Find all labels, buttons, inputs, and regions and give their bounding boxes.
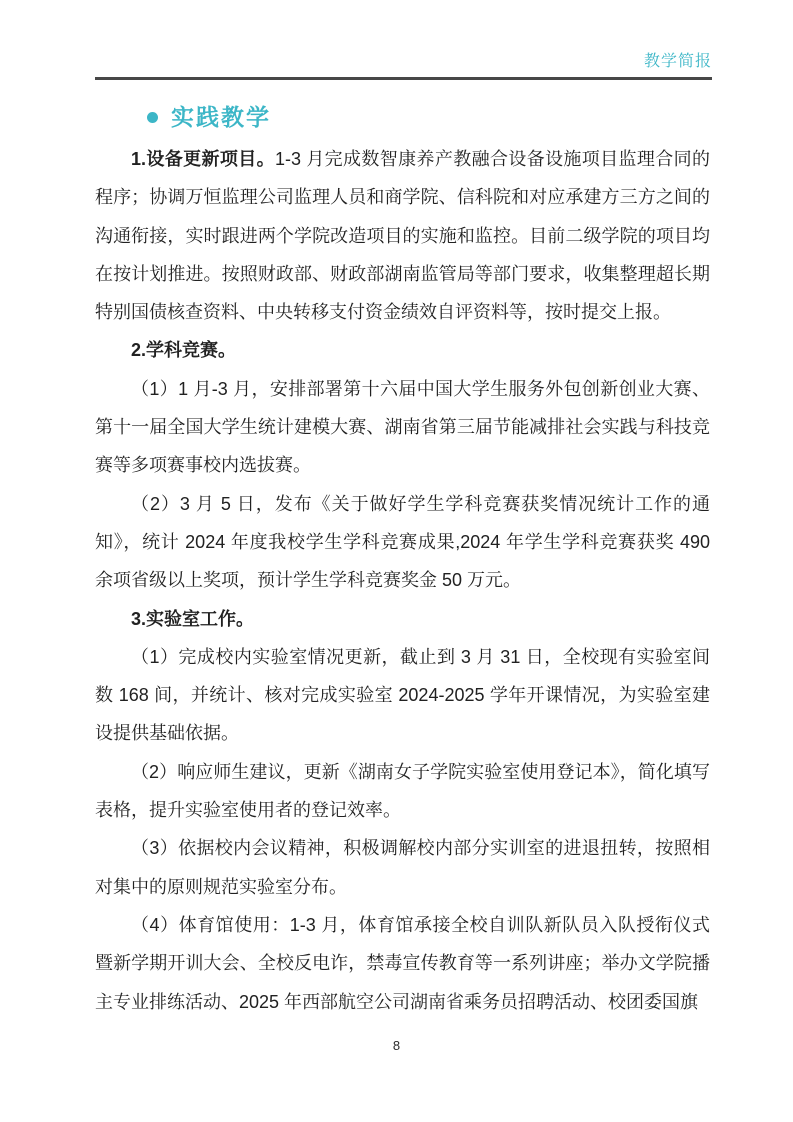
page-header — [95, 0, 712, 80]
paragraph-text: 1-3 月完成数智康养产教融合设备设施项目监理合同的程序；协调万恒监理公司监理人员和商学院、信科院和对应承建方三方之间的沟通衔接，实时跟进两个学院改造项目的实施和监控。目前二级学院的项目均在按计划推进。按照财政部、财政部湖南监管局等部门要求，收集整理超长期特别国债核查资料、中央转移支付资金绩效自评资料等，按时提交上报。 — [95, 149, 710, 323]
header-rule — [95, 77, 712, 80]
header-title: 教学简报 — [643, 53, 712, 70]
paragraph-lab-item-2 — [95, 753, 710, 830]
document-body — [95, 140, 710, 1021]
paragraph-lab-item-1 — [95, 638, 710, 753]
paragraph-text: （2）响应师生建议，更新《湖南女子学院实验室使用登记本》，简化填写表格，提升实验室使用者的登记效率。 — [95, 761, 710, 821]
paragraph-text: （1）1 月-3 月，安排部署第十六届中国大学生服务外包创新创业大赛、第十一届全国大学生统计建模大赛、湖南省第三届节能减排社会实践与科技竞赛等多项赛事校内选拔赛。 — [95, 378, 710, 476]
paragraph-lab-item-3 — [95, 829, 710, 906]
section-heading — [147, 102, 271, 132]
paragraph-lab-work-head — [95, 600, 710, 638]
paragraph-lab-item-4 — [95, 906, 710, 1021]
section-heading-label: 实践教学 — [171, 104, 271, 130]
paragraph-competition-item-2 — [95, 485, 710, 600]
paragraph-text: （1）完成校内实验室情况更新，截止到 3 月 31 日，全校现有实验室间数 168 间，并统计、核对完成实验室 2024-2025 学年开课情况，为实验室建设提供基础依据。 — [95, 646, 710, 744]
paragraph-lead: 1.设备更新项目。 — [131, 149, 275, 169]
paragraph-competition-item-1 — [95, 370, 710, 485]
page-number: 8 — [392, 1038, 401, 1053]
paragraph-equipment-update — [95, 140, 710, 331]
paragraph-lead: 2.学科竞赛。 — [131, 340, 237, 361]
paragraph-text: （2）3 月 5 日，发布《关于做好学生学科竞赛获奖情况统计工作的通知》，统计 2024 年度我校学生学科竞赛成果,2024 年学生学科竞赛获奖 490 余项省级以上奖项，预计学生学科竞赛奖金 50 万元。 — [95, 493, 710, 591]
paragraph-lead: 3.实验室工作。 — [131, 608, 255, 629]
paragraph-competition-head — [95, 331, 710, 369]
paragraph-text: （3）依据校内会议精神，积极调解校内部分实训室的进退扭转，按照相对集中的原则规范实验室分布。 — [95, 838, 710, 897]
bullet-circle-icon — [147, 112, 158, 123]
paragraph-text: （4）体育馆使用：1-3 月，体育馆承接全校自训队新队员入队授衔仪式暨新学期开训大会、全校反电诈，禁毒宣传教育等一系列讲座；举办文学院播主专业排练活动、2025 年西部航空公司湖南省乘务员招聘活动、校团委国旗 — [95, 914, 710, 1012]
